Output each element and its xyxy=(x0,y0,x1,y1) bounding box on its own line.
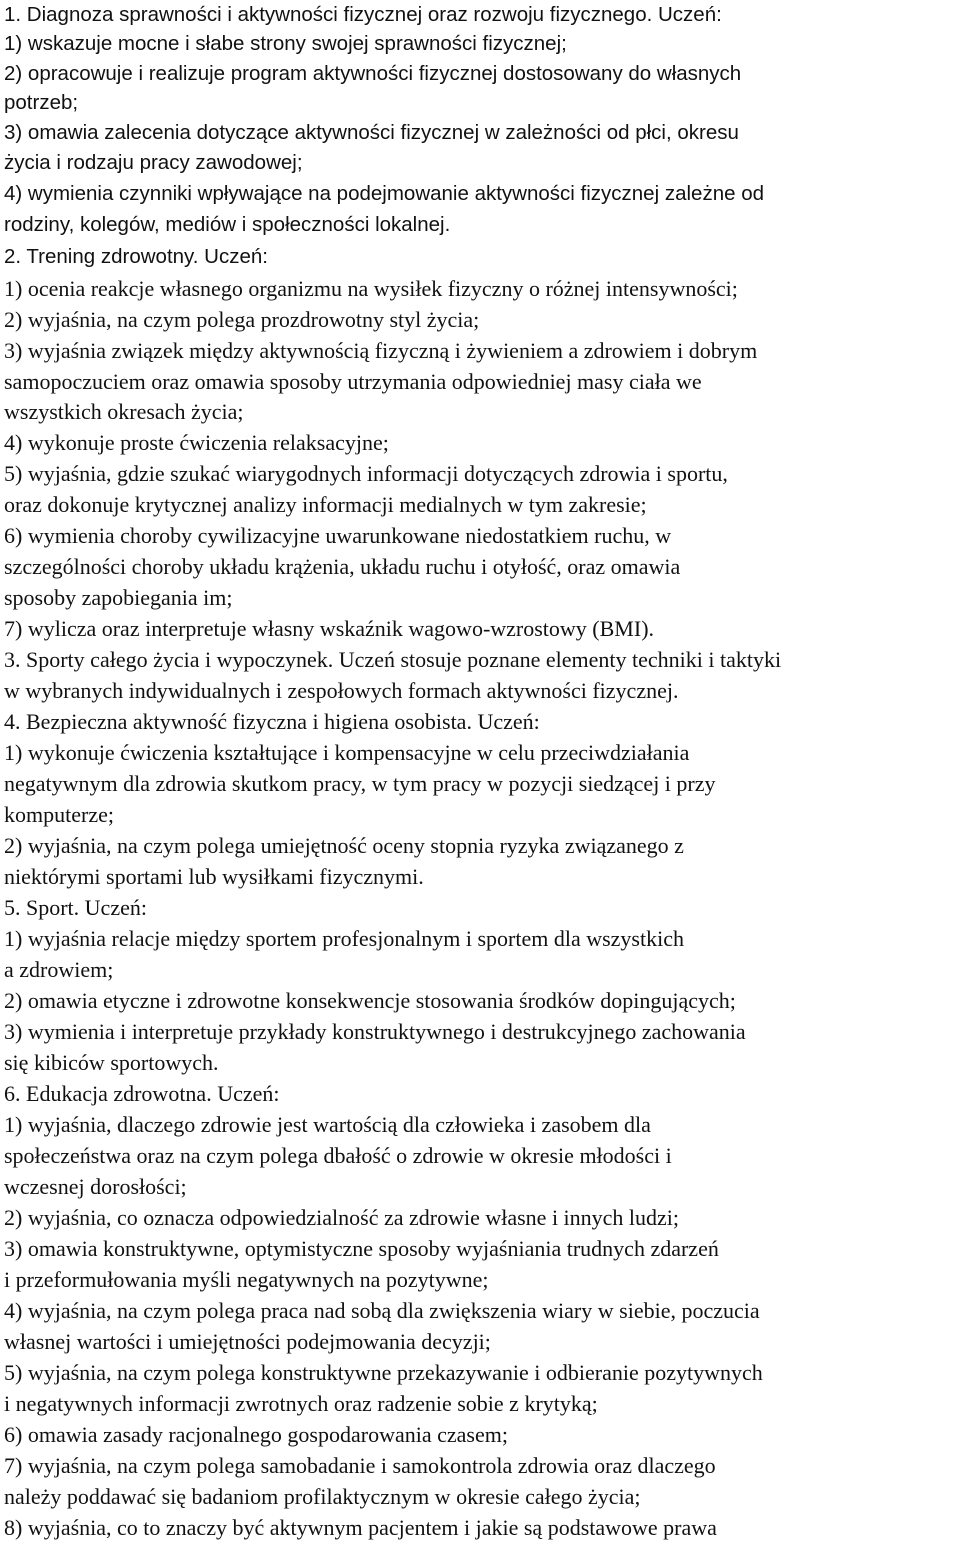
text-line: 3) wymienia i interpretuje przykłady konstruktywnego i destrukcyjnego zachowania xyxy=(4,1019,746,1044)
text-line: 5) wyjaśnia, na czym polega konstruktywne przekazywanie i odbieranie pozytywnych xyxy=(4,1360,763,1385)
text-line: wczesnej dorosłości; xyxy=(4,1174,187,1199)
text-line: życia i rodzaju pracy zawodowej; xyxy=(4,151,303,174)
text-line: 1) wyjaśnia relacje między sportem profesjonalnym i sportem dla wszystkich xyxy=(4,926,684,951)
text-line: 1) ocenia reakcje własnego organizmu na wysiłek fizyczny o różnej intensywności; xyxy=(4,276,738,301)
text-line: 3) omawia zalecenia dotyczące aktywności fizycznej w zależności od płci, okresu xyxy=(4,121,739,144)
text-line: 6. Edukacja zdrowotna. Uczeń: xyxy=(4,1081,280,1106)
text-line: 2) opracowuje i realizuje program aktywności fizycznej dostosowany do własnych xyxy=(4,62,742,85)
text-line: wszystkich okresach życia; xyxy=(4,399,244,424)
text-line: potrzeb; xyxy=(4,91,79,114)
text-line: 7) wyjaśnia, na czym polega samobadanie i samokontrola zdrowia oraz dlaczego xyxy=(4,1453,716,1478)
text-line: 6) omawia zasady racjonalnego gospodarowania czasem; xyxy=(4,1422,508,1447)
text-line: i negatywnych informacji zwrotnych oraz radzenie sobie z krytyką; xyxy=(4,1391,598,1416)
text-line: 4) wymienia czynniki wpływające na podejmowanie aktywności fizycznej zależne od xyxy=(4,182,764,205)
text-line: 6) wymienia choroby cywilizacyjne uwarunkowane niedostatkiem ruchu, w xyxy=(4,523,672,548)
text-line: 1) wskazuje mocne i słabe strony swojej sprawności fizycznej; xyxy=(4,32,567,55)
text-line: samopoczuciem oraz omawia sposoby utrzymania odpowiedniej masy ciała we xyxy=(4,369,702,394)
text-line: sposoby zapobiegania im; xyxy=(4,585,233,610)
text-line: 1. Diagnoza sprawności i aktywności fizycznej oraz rozwoju fizycznego. Uczeń: xyxy=(4,3,722,26)
text-line: negatywnym dla zdrowia skutkom pracy, w tym pracy w pozycji siedzącej i przy xyxy=(4,771,716,796)
text-line: w wybranych indywidualnych i zespołowych formach aktywności fizycznej. xyxy=(4,678,679,703)
text-line: 2) wyjaśnia, na czym polega umiejętność oceny stopnia ryzyka związanego z xyxy=(4,833,684,858)
text-line: 2. Trening zdrowotny. Uczeń: xyxy=(4,245,268,268)
text-line: 7) wylicza oraz interpretuje własny wskaźnik wagowo-wzrostowy (BMI). xyxy=(4,616,655,641)
text-line: 8) wyjaśnia, co to znaczy być aktywnym pacjentem i jakie są podstawowe prawa xyxy=(4,1515,717,1540)
text-line: się kibiców sportowych. xyxy=(4,1050,219,1075)
text-line: i przeformułowania myśli negatywnych na pozytywne; xyxy=(4,1267,489,1292)
text-line: 2) wyjaśnia, co oznacza odpowiedzialność za zdrowie własne i innych ludzi; xyxy=(4,1205,680,1230)
text-line: należy poddawać się badaniom profilaktycznym w okresie całego życia; xyxy=(4,1484,641,1509)
text-line: 4) wyjaśnia, na czym polega praca nad sobą dla zwiększenia wiary w siebie, poczucia xyxy=(4,1298,760,1323)
text-line: 1) wyjaśnia, dlaczego zdrowie jest wartością dla człowieka i zasobem dla xyxy=(4,1112,651,1137)
text-line: społeczeństwa oraz na czym polega dbałość o zdrowie w okresie młodości i xyxy=(4,1143,672,1168)
text-line: oraz dokonuje krytycznej analizy informacji medialnych w tym zakresie; xyxy=(4,492,647,517)
text-line: rodziny, kolegów, mediów i społeczności lokalnej. xyxy=(4,213,451,236)
text-line: 2) wyjaśnia, na czym polega prozdrowotny styl życia; xyxy=(4,307,480,332)
text-line: 1) wykonuje ćwiczenia kształtujące i kompensacyjne w celu przeciwdziałania xyxy=(4,740,690,765)
text-line: niektórymi sportami lub wysiłkami fizycznymi. xyxy=(4,864,424,889)
text-line: własnej wartości i umiejętności podejmowania decyzji; xyxy=(4,1329,491,1354)
text-line: 3) omawia konstruktywne, optymistyczne sposoby wyjaśniania trudnych zdarzeń xyxy=(4,1236,719,1261)
text-line: 4) wykonuje proste ćwiczenia relaksacyjne; xyxy=(4,430,389,455)
text-line: szczególności choroby układu krążenia, układu ruchu i otyłość, oraz omawia xyxy=(4,554,681,579)
text-line: 3. Sporty całego życia i wypoczynek. Uczeń stosuje poznane elementy techniki i taktyki xyxy=(4,647,782,672)
text-line: 5. Sport. Uczeń: xyxy=(4,895,147,920)
text-line: 5) wyjaśnia, gdzie szukać wiarygodnych informacji dotyczących zdrowia i sportu, xyxy=(4,461,728,486)
text-line: 3) wyjaśnia związek między aktywnością fizyczną i żywieniem a zdrowiem i dobrym xyxy=(4,338,758,363)
text-line: a zdrowiem; xyxy=(4,957,114,982)
text-line: 4. Bezpieczna aktywność fizyczna i higiena osobista. Uczeń: xyxy=(4,709,540,734)
text-line: 2) omawia etyczne i zdrowotne konsekwencje stosowania środków dopingujących; xyxy=(4,988,736,1013)
text-line: komputerze; xyxy=(4,802,114,827)
